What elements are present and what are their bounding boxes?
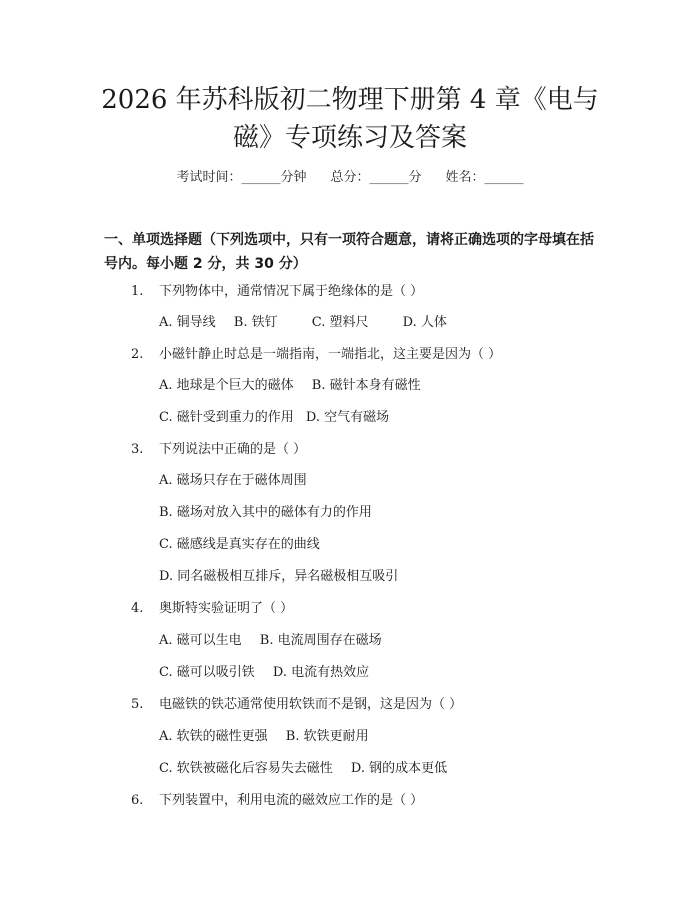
question-text: 下列物体中，通常情况下属于绝缘体的是（ ） [159, 284, 424, 299]
question-number: 5. [131, 697, 144, 712]
option: D. 空气有磁场 [305, 410, 390, 425]
option-row [159, 471, 307, 491]
option: A. 磁场只存在于磁体周围 [159, 473, 307, 488]
question-number: 3. [131, 442, 144, 457]
question-text: 下列说法中正确的是（ ） [159, 442, 307, 457]
option: D. 电流有热效应 [272, 665, 370, 680]
section-heading: 一、单项选择题（下列选项中，只有一项符合题意，请将正确选项的字母填在括号内。每小题 2 分，共 30 分） [104, 232, 594, 272]
question [131, 440, 306, 460]
question [131, 695, 462, 715]
option: B. 电流周围存在磁场 [259, 633, 382, 648]
option: A. 磁可以生电 [159, 633, 242, 648]
option: A. 软铁的磁性更强 [159, 729, 268, 744]
question-text: 电磁铁的铁芯通常使用软铁而不是钢，这是因为（ ） [159, 697, 463, 712]
question [131, 282, 423, 302]
question-number: 1. [131, 284, 144, 299]
option-row [159, 727, 369, 747]
option: C. 磁感线是真实存在的曲线 [159, 537, 320, 552]
page-title-line-2: 磁》专项练习及答案 [232, 123, 467, 153]
option: A. 铜导线 [159, 315, 216, 330]
option: C. 软铁被磁化后容易失去磁性 [159, 761, 333, 776]
option: A. 地球是个巨大的磁体 [159, 378, 294, 393]
option: C. 塑料尺 [311, 315, 369, 330]
exam-score: 总分：______分 [330, 170, 422, 185]
question [131, 791, 423, 811]
option-row [159, 759, 447, 779]
option: D. 同名磁极相互排斥，异名磁极相互吸引 [159, 569, 399, 584]
option-row [159, 313, 447, 333]
option: B. 铁钉 [233, 315, 278, 330]
option-row [159, 631, 382, 651]
question [131, 345, 501, 365]
question-text: 下列装置中，利用电流的磁效应工作的是（ ） [159, 793, 424, 808]
option-row [159, 663, 369, 683]
option-row [159, 408, 389, 428]
exam-name: 姓名：______ [445, 170, 524, 185]
option-row [159, 535, 320, 555]
option: B. 软铁更耐用 [285, 729, 369, 744]
option: B. 磁针本身有磁性 [311, 378, 421, 393]
option-row [159, 503, 372, 523]
question-number: 6. [131, 793, 144, 808]
question-number: 4. [131, 601, 144, 616]
question-text: 奥斯特实验证明了（ ） [159, 601, 294, 616]
option: D. 钢的成本更低 [350, 761, 448, 776]
question [131, 599, 293, 619]
option-row [159, 567, 398, 587]
exam-time: 考试时间：______分钟 [176, 170, 307, 185]
option: C. 磁针受到重力的作用 [159, 410, 294, 425]
option: C. 磁可以吸引铁 [159, 665, 255, 680]
page-title-line-1: 2026 年苏科版初二物理下册第 4 章《电与 [101, 85, 599, 115]
option: B. 磁场对放入其中的磁体有力的作用 [159, 505, 372, 520]
option-row [159, 376, 421, 396]
option: D. 人体 [402, 315, 447, 330]
question-number: 2. [131, 347, 144, 362]
question-text: 小磁针静止时总是一端指南，一端指北，这主要是因为（ ） [159, 347, 502, 362]
exam-meta [0, 168, 700, 188]
